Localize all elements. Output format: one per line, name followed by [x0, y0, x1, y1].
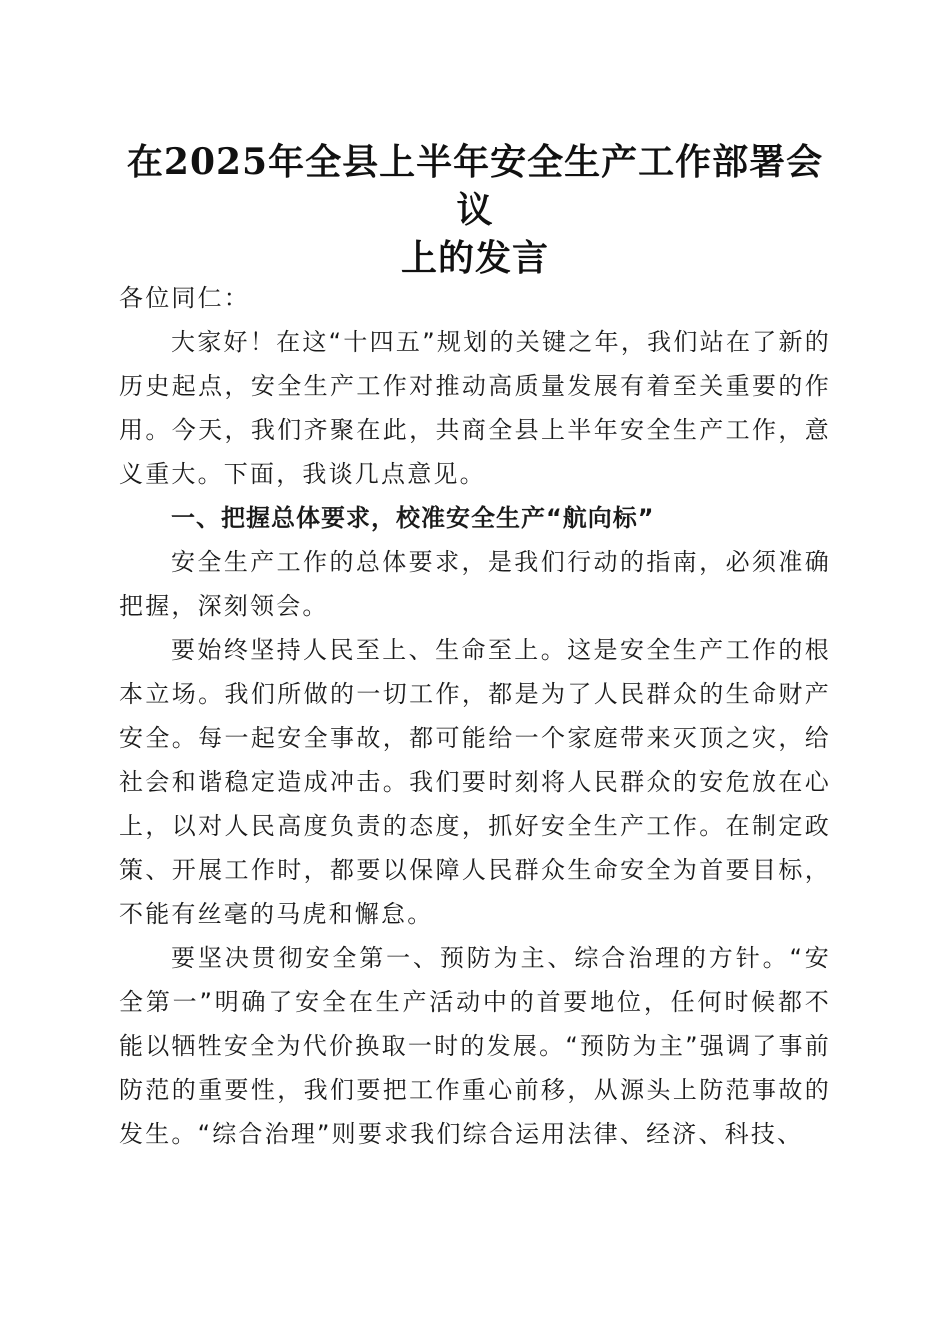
document-title: [110, 138, 840, 282]
section-heading-1: 一、把握总体要求，校准安全生产“航向标”: [171, 504, 655, 532]
title-line-2: 上的发言: [400, 237, 549, 279]
paragraph-safety-policy: 要坚决贯彻安全第一、预防为主、综合治理的方针。“安全第一”明确了安全在生产活动中的首要地位，任何时候都不能以牺牲安全为代价换取一时的发展。“预防为主”强调了事前防范的重要性，我们要把工作重心前移，从源头上防范事故的发生。“综合治理”则要求我们综合运用法律、经济、科技、: [119, 944, 831, 1148]
paragraph-people-first: 要始终坚持人民至上、生命至上。这是安全生产工作的根本立场。我们所做的一切工作，都是为了人民群众的生命财产安全。每一起安全事故，都可能给一个家庭带来灭顶之灾，给社会和谐稳定造成冲击。我们要时刻将人民群众的安危放在心上，以对人民高度负责的态度，抓好安全生产工作。在制定政策、开展工作时，都要以保障人民群众生命安全为首要目标，不能有丝毫的马虎和懈怠。: [119, 636, 831, 928]
paragraph-requirements: 安全生产工作的总体要求，是我们行动的指南，必须准确把握，深刻领会。: [119, 548, 831, 620]
title-line-1: 在2025年全县上半年安全生产工作部署会议: [126, 141, 824, 231]
document-body: [119, 276, 831, 1156]
paragraph-opening: 大家好！在这“十四五”规划的关键之年，我们站在了新的历史起点，安全生产工作对推动高质量发展有着至关重要的作用。今天，我们齐聚在此，共商全县上半年安全生产工作，意义重大。下面，我谈几点意见。: [119, 328, 831, 488]
salutation: 各位同仁：: [119, 284, 250, 312]
